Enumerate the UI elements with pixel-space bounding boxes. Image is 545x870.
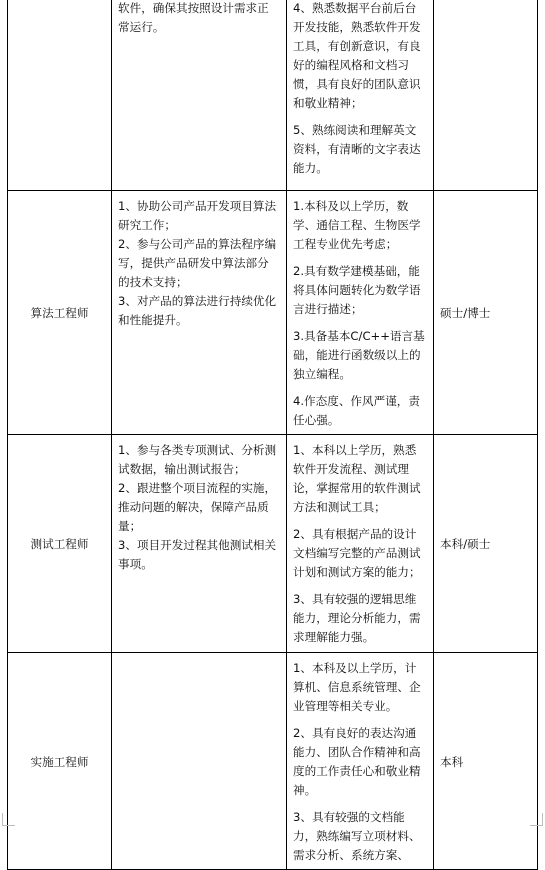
- degree-cell: [434, 653, 538, 870]
- page-corner-mark: [2, 813, 15, 826]
- requirement-item: 1、本科及以上学历，计算机、信息系统管理、企业管理等相关专业。: [293, 661, 421, 713]
- degree-cell: [434, 0, 538, 191]
- requirements-cell: [287, 0, 434, 191]
- degree-cell: [434, 435, 538, 653]
- page-corner-mark: [530, 813, 543, 826]
- requirements-cell: [287, 191, 434, 435]
- job-title-cell: [8, 653, 112, 870]
- requirements-cell: [287, 435, 434, 653]
- requirement-item: 4.作态度、作风严谨，责任心强。: [293, 394, 420, 427]
- job-title-cell: [8, 0, 112, 191]
- degree: 本科/硕士: [440, 537, 491, 551]
- responsibility-item: 1、协助公司产品开发项目算法研究工作；: [118, 199, 277, 232]
- requirement-item: 4、熟悉数据平台前后台开发技能，熟悉软件开发工具，有创新意识，有良好的编程风格和文档习惯，具有良好的团队意识和敬业精神；: [293, 1, 421, 110]
- requirement-item: 3.具备基本C/C++语言基础，能进行函数级以上的独立编程。: [293, 329, 425, 381]
- degree-cell: [434, 191, 538, 435]
- requirement-item: 2.具有数学建模基础，能将具体问题转化为数学语言进行描述；: [293, 264, 421, 316]
- responsibility-item: 3、项目开发过程其他测试相关事项。: [118, 538, 277, 571]
- job-title: 测试工程师: [30, 537, 89, 551]
- table-row: [8, 435, 538, 653]
- requirement-item: 2、具有良好的表达沟通能力、团队合作精神和高度的工作责任心和敬业精神。: [293, 726, 421, 797]
- job-title: 实施工程师: [30, 754, 89, 769]
- responsibilities-cell: [112, 0, 287, 191]
- requirements-cell: [287, 653, 434, 870]
- requirement-item: 1.本科及以上学历，数学、通信工程、生物医学工程专业优先考虑；: [293, 199, 421, 251]
- responsibilities-cell: [112, 191, 287, 435]
- responsibility-item: 2、跟进整个项目流程的实施，推动问题的解决，保障产品质量；: [118, 481, 277, 533]
- job-title-cell: [8, 191, 112, 435]
- requirement-item: 2、具有根据产品的设计文档编写完整的产品测试计划和测试方案的能力；: [293, 527, 421, 579]
- requirement-item: 5、熟练阅读和理解英文资料，有清晰的文字表达能力。: [293, 123, 421, 175]
- job-title: 算法工程师: [30, 306, 89, 320]
- responsibility-item: 2、参与公司产品的算法程序编写，提供产品研发中算法部分的技术支持；: [118, 237, 277, 289]
- table-row: [8, 653, 538, 870]
- responsibility-item: 软件，确保其按照设计需求正常运行。: [118, 1, 269, 34]
- responsibility-item: 1、参与各类专项测试、分析测试数据，输出测试报告；: [118, 443, 277, 476]
- job-title-cell: [8, 435, 112, 653]
- job-table: [7, 0, 538, 870]
- degree: 硕士/博士: [440, 306, 491, 320]
- responsibility-item: 3、对产品的算法进行持续优化和性能提升。: [118, 294, 277, 327]
- table-row: [8, 191, 538, 435]
- requirement-item: 3、具有较强的逻辑思维能力，理论分析能力，需求理解能力强。: [293, 592, 421, 644]
- degree: 本科: [440, 754, 464, 769]
- responsibilities-cell: [112, 653, 287, 870]
- requirement-item: 3、具有较强的文档能力，熟练编写立项材料、需求分析、系统方案、: [293, 810, 421, 862]
- requirement-item: 1、本科以上学历，熟悉软件开发流程、测试理论，掌握常用的软件测试方法和测试工具；: [293, 443, 421, 514]
- table-row: [8, 0, 538, 191]
- responsibilities-cell: [112, 435, 287, 653]
